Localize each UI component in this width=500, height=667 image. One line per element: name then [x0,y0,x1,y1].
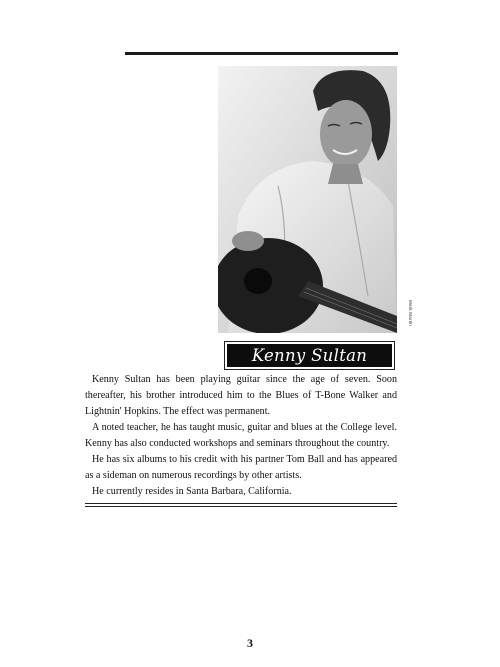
bottom-rule [85,503,397,507]
bio-paragraph: A noted teacher, he has taught music, guitar and blues at the College level. Kenny has also conducted workshops and seminars throughout the country. [85,422,397,449]
bio-paragraph: Kenny Sultan has been playing guitar since the age of seven. Soon thereafter, his brother introduced him to the Blues of T-Bone Walker and Lightnin' Hopkins. The effect was permanent. [85,374,397,417]
bio-text [85,372,397,500]
page-number: 3 [247,636,253,650]
top-rule [125,52,398,55]
name-plate [224,341,395,370]
bio-paragraph: He has six albums to his credit with his partner Tom Ball and has appeared as a sideman on numerous recordings by other artists. [85,454,397,481]
author-photo [218,66,397,333]
photo-illustration [218,66,397,333]
photo-credit: Mark Martin [408,300,413,326]
name-plate-title: Kenny Sultan [227,344,392,367]
bio-paragraph: He currently resides in Santa Barbara, California. [92,486,292,497]
